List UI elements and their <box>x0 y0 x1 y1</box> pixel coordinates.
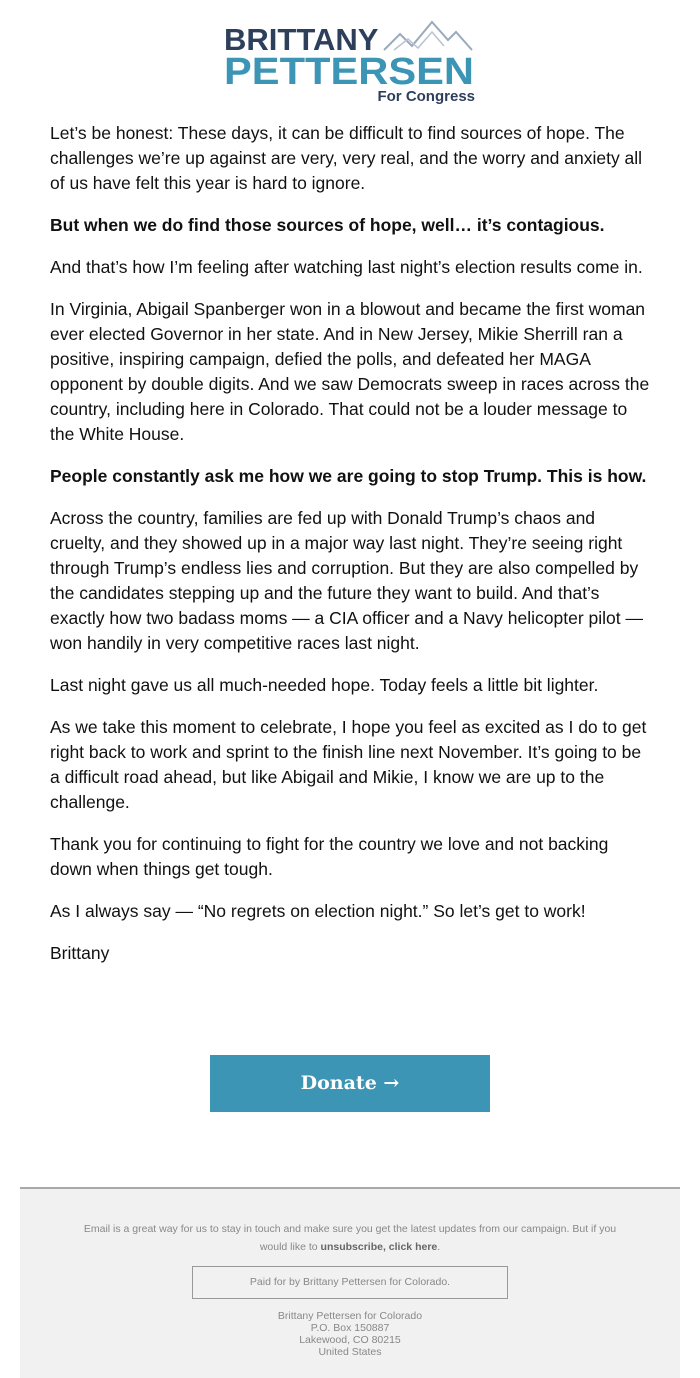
logo-line-2: PETTERSEN <box>224 51 474 93</box>
mountain-icon <box>384 22 472 50</box>
paragraph: Across the country, families are fed up with Donald Trump’s chaos and cruelty, and they showed up in a major way last night. They’re seeing right through Trump’s endless lies and corruption. But they are also compelled by the candidates stepping up and the future they want to build. And that’s exactly how two badass moms — a CIA officer and a Navy helicopter pilot — won handily in very competitive races last night. <box>50 508 644 653</box>
paragraph: In Virginia, Abigail Spanberger won in a blowout and became the first woman ever elected Governor in her state. And in New Jersey, Mikie Sherrill ran a positive, inspiring campaign, defied the polls, and defeated her MAGA opponent by double digits. And we saw Democrats sweep in races across the country, including here in Colorado. That could not be a louder message to the White House. <box>50 299 650 444</box>
paragraph: Last night gave us all much-needed hope. Today feels a little bit lighter. <box>50 675 599 695</box>
donate-button[interactable]: Donate → <box>210 1055 490 1112</box>
footer-note-text: Email is a great way for us to stay in touch and make sure you get the latest updates from our campaign. But if you would like to <box>83 1223 617 1253</box>
footer-note <box>70 1220 630 1256</box>
logo-line-3: For Congress <box>377 88 475 105</box>
donate-container <box>210 1055 490 1112</box>
address-country: United States <box>318 1346 382 1358</box>
address-name: Brittany Pettersen for Colorado <box>277 1310 423 1322</box>
paragraph-bold: People constantly ask me how we are going to stop Trump. This is how. <box>50 466 647 486</box>
email-body <box>50 121 650 983</box>
paragraph-bold: But when we do find those sources of hope, well… it’s contagious. <box>50 215 605 235</box>
footer <box>20 1187 680 1378</box>
paragraph: Let’s be honest: These days, it can be difficult to find sources of hope. The challenges we’re up against are very, very real, and the worry and anxiety all of us have felt this year is hard to ignore. <box>50 123 643 193</box>
campaign-logo <box>222 18 478 106</box>
logo-line-1: BRITTANY <box>224 22 379 57</box>
unsubscribe-link[interactable]: unsubscribe, click here <box>320 1241 438 1253</box>
footer-note-end: . <box>437 1241 441 1253</box>
paragraph: As I always say — “No regrets on election night.” So let’s get to work! <box>50 901 586 921</box>
paragraph: And that’s how I’m feeling after watching last night’s election results come in. <box>50 257 643 277</box>
paragraph: As we take this moment to celebrate, I hope you feel as excited as I do to get right back to work and sprint to the finish line next November. It’s going to be a difficult road ahead, but like Abigail and Mikie, I know we are up to the challenge. <box>50 717 647 812</box>
signature: Brittany <box>50 943 110 963</box>
mailing-address <box>150 1310 550 1358</box>
address-street: P.O. Box 150887 <box>310 1322 390 1334</box>
paragraph: Thank you for continuing to fight for the country we love and not backing down when things get tough. <box>50 834 609 879</box>
address-city: Lakewood, CO 80215 <box>299 1334 401 1346</box>
paid-for-disclaimer: Paid for by Brittany Pettersen for Colorado. <box>192 1266 508 1299</box>
